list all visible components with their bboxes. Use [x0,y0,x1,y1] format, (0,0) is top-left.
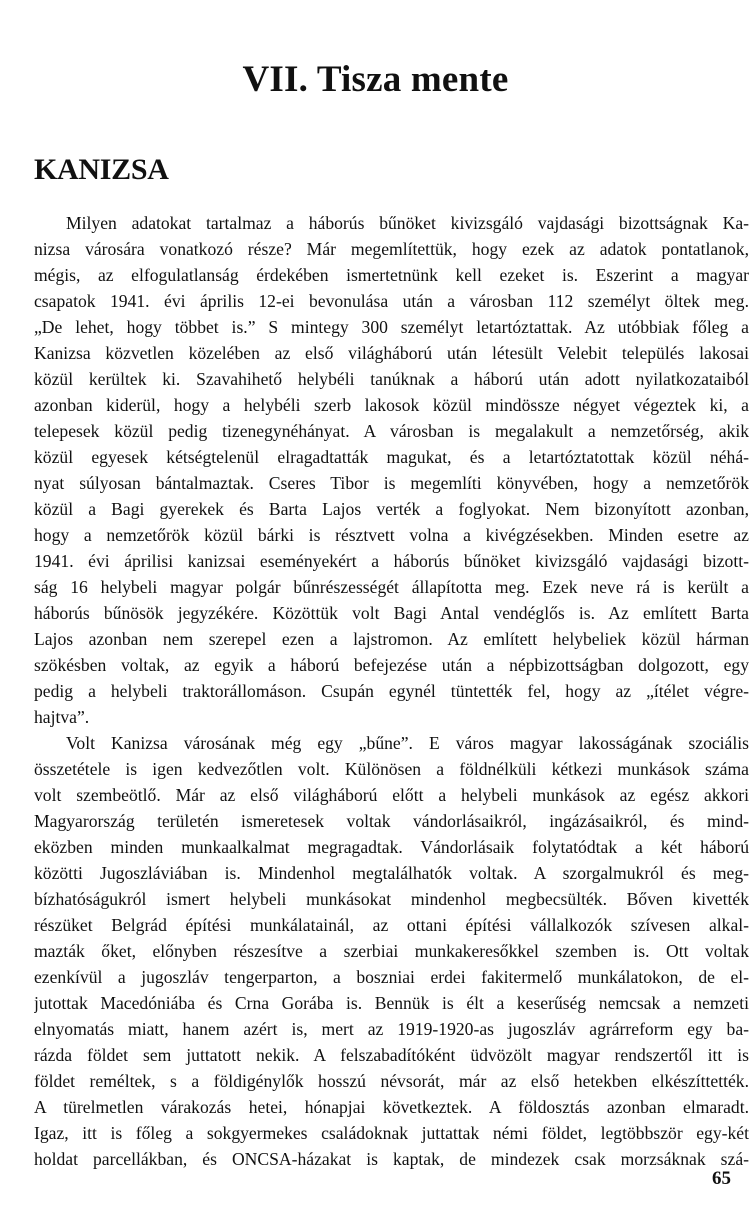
text-line: holdat parcellákban, és ONCSA-házakat is kaptak, de mindezek csak morzsáknak szá- [34,1149,749,1169]
body-text [34,210,749,1172]
text-line: Lajos azonban nem szerepel ezen a lajstromon. Az említett helybeliek közül hárman [34,629,749,649]
text-line: Igaz, itt is főleg a sokgyermekes családoknak juttattak némi földet, legtöbbször egy-két [34,1123,749,1143]
text-line: mégis, az elfogulatlanság érdekében ismertetnünk kell ezeket is. Eszerint a magyar [34,265,749,285]
text-line: azonban kiderül, hogy a helybéli szerb lakosok közül mindössze négyet végeztek ki, a [34,395,749,415]
text-line: Volt Kanizsa városának még egy „bűne”. E város magyar lakosságának szociális [66,733,749,753]
text-line: elnyomatás miatt, hanem azért is, mert az 1919-1920-as jugoszláv agrárreform egy ba- [34,1019,749,1039]
text-line: csapatok 1941. évi április 12-ei bevonulása után a városban 112 személyt öltek meg. [34,291,749,311]
text-line: mazták őket, előnyben részesítve a szerbiai munkakeresőkkel szemben is. Ott voltak [34,941,749,961]
text-line: volt szembeötlő. Már az első világháború előtt a helybeli munkások az egész akkori [34,785,749,805]
text-line: bízhatóságukról ismert helybeli munkásokat mindenhol megbecsülték. Bőven kivették [34,889,749,909]
text-line: nizsa városára vonatkozó része? Már megemlítettük, hogy ezek az adatok pontatlanok, [34,239,749,259]
text-line: A türelmetlen várakozás hetei, hónapjai következtek. A földosztás azonban elmaradt. [34,1097,749,1117]
text-line: ság 16 helybeli magyar polgár bűnrészességét állapította meg. Ezek neve rá is került a [34,577,749,597]
text-line: közül a Bagi gyerekek és Barta Lajos verték a foglyokat. Nem bizonyított azonban, [34,499,749,519]
text-line: ezenkívül a jugoszláv tengerparton, a boszniai erdei fakitermelő munkálatokon, de el- [34,967,749,987]
text-line: közül egyesek kétségtelenül elragadtatták magukat, és a letartóztatottak közül néhá- [34,447,749,467]
text-line: földet reméltek, s a földigénylők hosszú névsorát, már az első hetekben elkészíttették. [34,1071,749,1091]
text-line: nyat súlyosan bántalmaztak. Cseres Tibor is megemlíti könyvében, hogy a nemzetőrök [34,473,749,493]
text-line: pedig a helybeli traktorállomáson. Csupán egynél tüntették fel, hogy az „ítélet végre- [34,681,749,701]
page-number: 65 [712,1168,731,1189]
text-line: Kanizsa közvetlen közelében az első világháború után létesült Velebit település lakosai [34,343,749,363]
text-line: jutottak Macedóniába és Crna Gorába is. Bennük is élt a keserűség nemcsak a nemzeti [34,993,749,1013]
text-line: telepesek közül pedig tizenegynéhányat. A városban is megalakult a nemzetőrség, akik [34,421,749,441]
text-line: rázda földet sem juttatott nekik. A felszabadítóként üdvözölt magyar rendszertől itt is [34,1045,749,1065]
section-title: KANIZSA [34,153,169,186]
text-line: összetétele is igen kedvezőtlen volt. Különösen a földnélküli kétkezi munkások száma [34,759,749,779]
text-line: háborús bűnösök jegyzékére. Közöttük volt Bagi Antal vendéglős is. Az említett Barta [34,603,749,623]
text-line: 1941. évi áprilisi kanizsai eseményekért a háborús bűnöket kivizsgáló vajdasági bizott- [34,551,749,571]
text-line: részüket Belgrád építési munkálatainál, az ottani építési vállalkozók szívesen alkal- [34,915,749,935]
text-line: közötti Jugoszláviában is. Mindenhol megtalálhatók voltak. A szorgalmukról és meg- [34,863,749,883]
text-line: hajtva”. [34,707,90,727]
chapter-title: VII. Tisza mente [242,59,509,100]
text-line: eközben minden munkaalkalmat megragadtak. Vándorlásaik folytatódtak a két háború [34,837,749,857]
text-line: „De lehet, hogy többet is.” S mintegy 300 személyt letartóztattak. Az utóbbiak főleg a [34,317,749,337]
text-line: Magyarország területén ismeretesek voltak vándorlásaikról, ingázásaikról, és mind- [34,811,749,831]
text-line: Milyen adatokat tartalmaz a háborús bűnöket kivizsgáló vajdasági bizottságnak Ka- [66,213,749,233]
text-line: közül kerültek ki. Szavahihető helybéli tanúknak a háború után adott nyilatkozataiból [34,369,749,389]
text-line: szökésben voltak, az egyik a háború befejezése után a népbizottságban dolgozott, egy [34,655,749,675]
text-line: hogy a nemzetőrök közül bárki is résztvett volna a kivégzésekben. Minden esetre az [34,525,749,545]
